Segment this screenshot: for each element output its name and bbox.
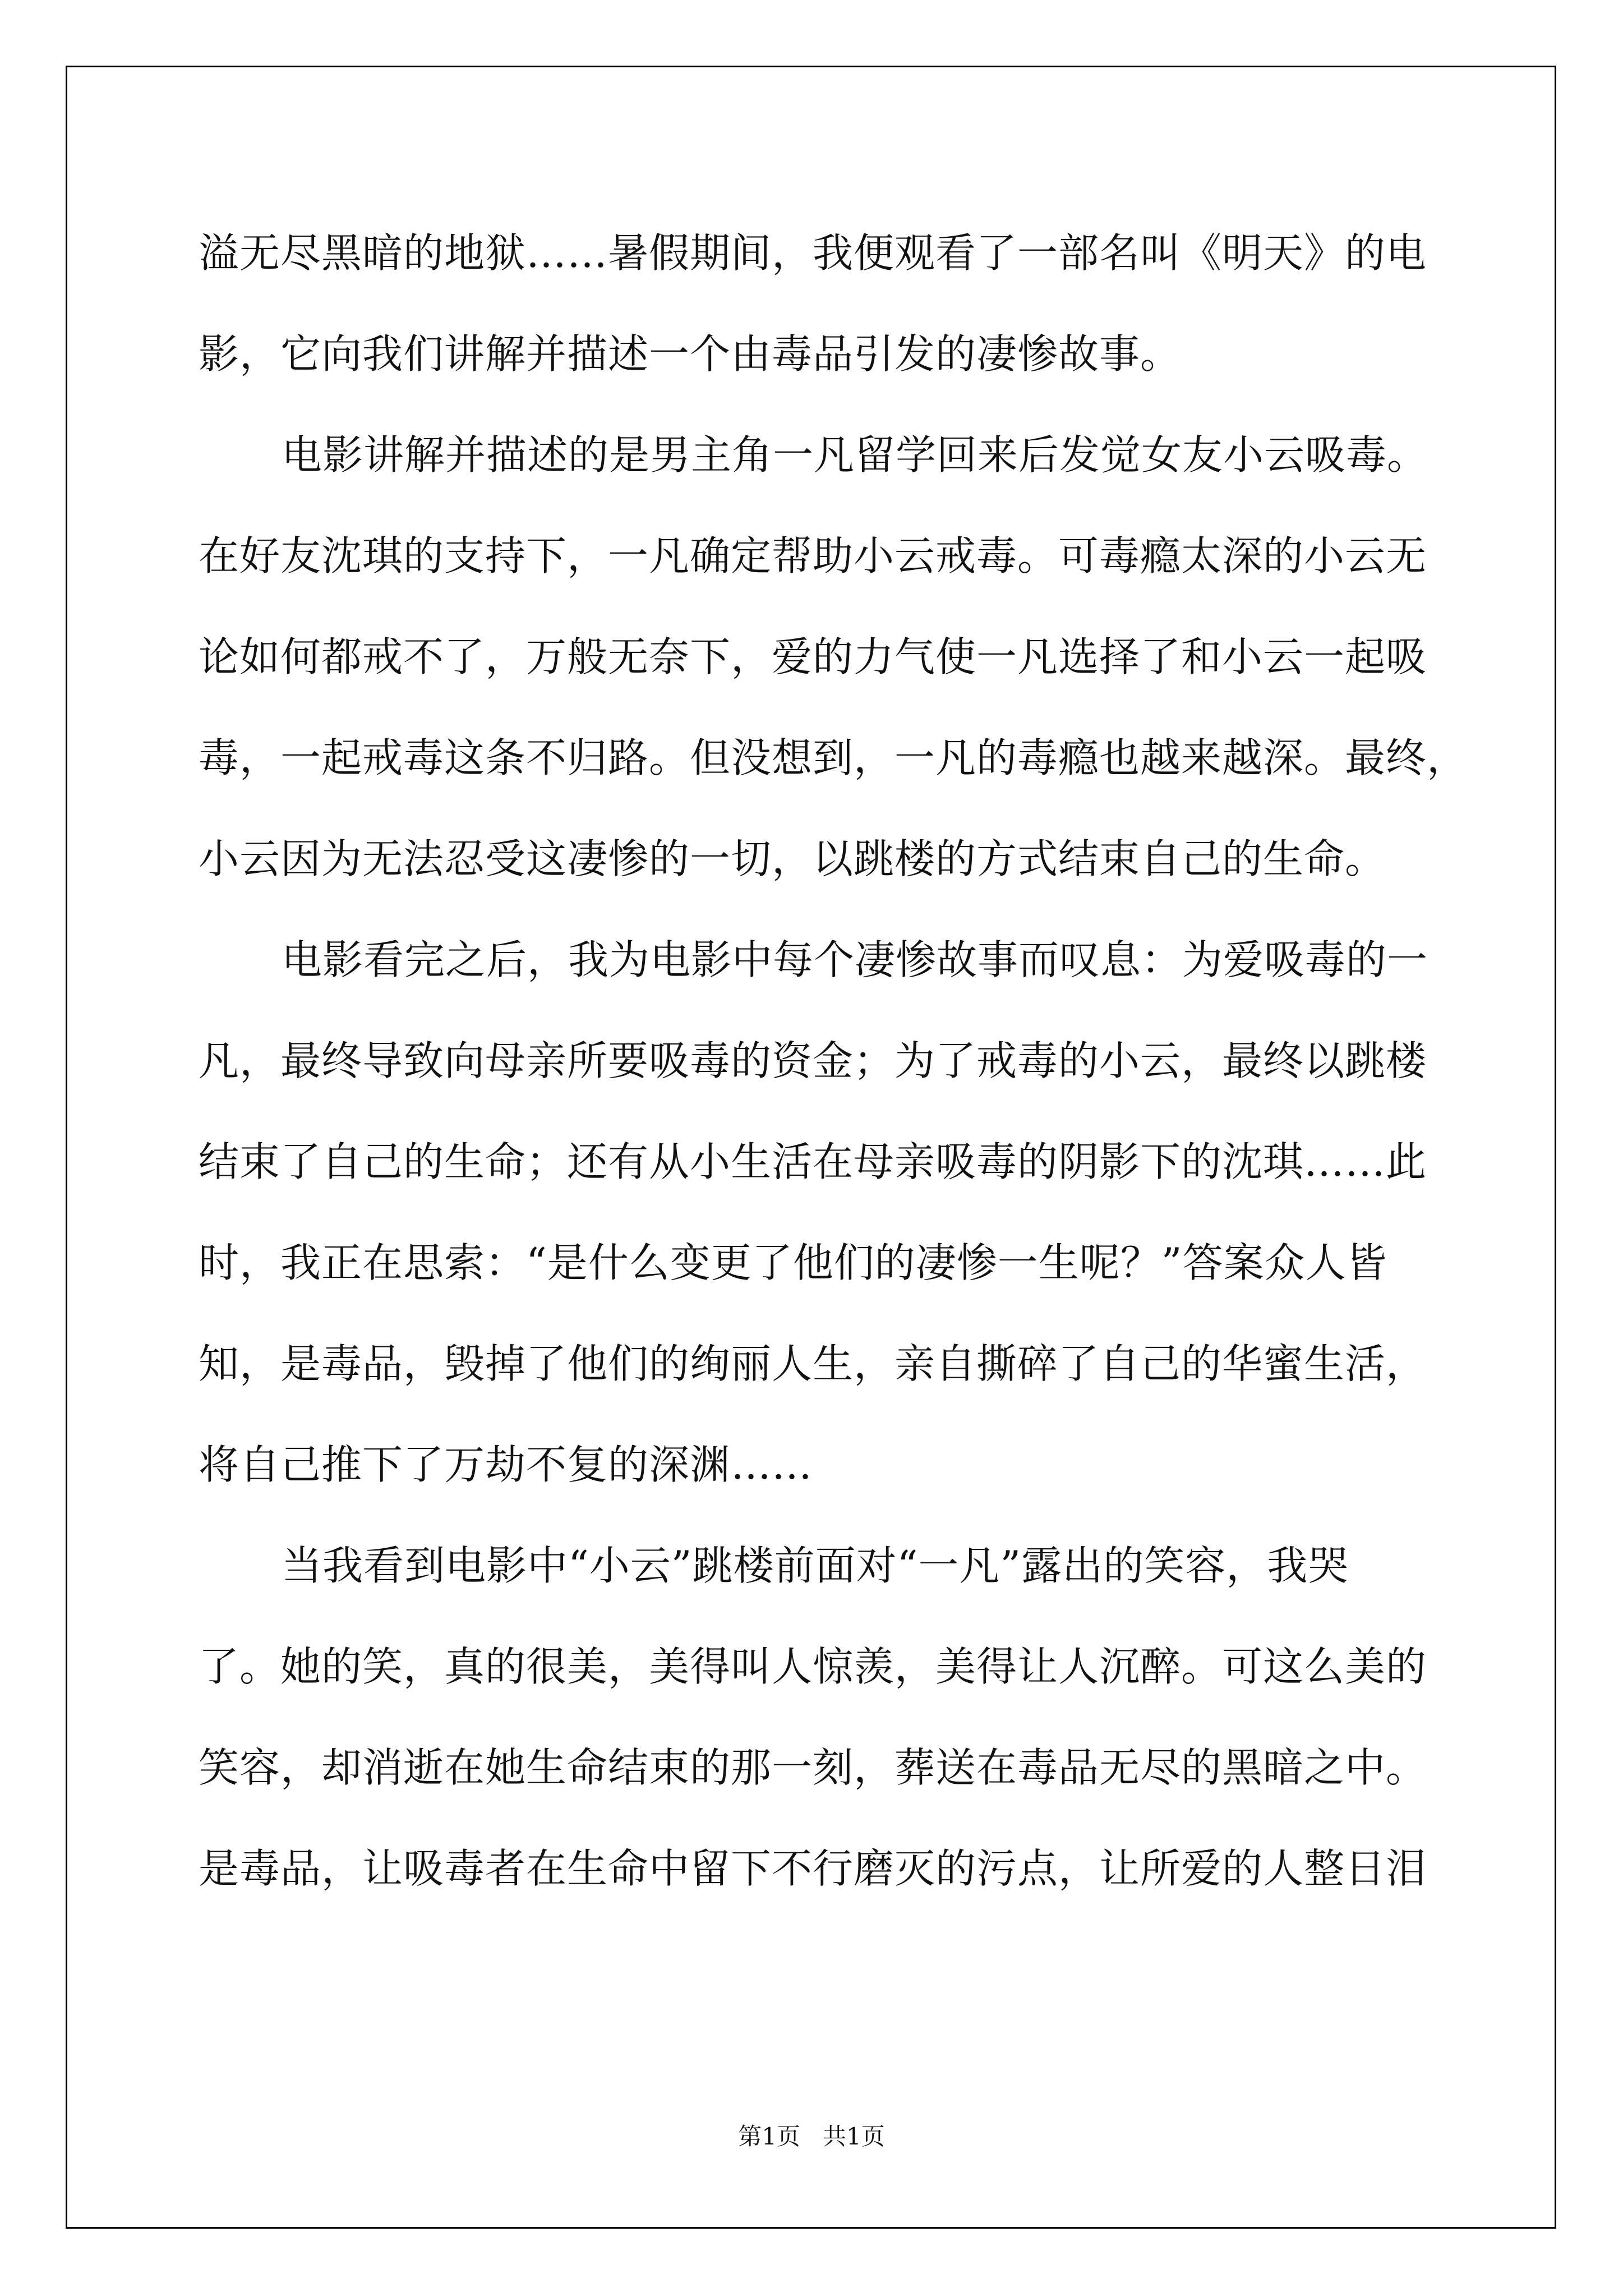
- text-line: 凡，最终导致向母亲所要吸毒的资金；为了戒毒的小云，最终以跳楼: [199, 1037, 1427, 1084]
- text-line: 了。她的笑，真的很美，美得叫人惊羡，美得让人沉醉。可这么美的: [199, 1643, 1427, 1690]
- text-line: 结束了自己的生命；还有从小生活在母亲吸毒的阴影下的沈琪……此: [199, 1138, 1427, 1185]
- text-line: 是毒品，让吸毒者在生命中留下不行磨灭的污点，让所爱的人整日泪: [199, 1845, 1427, 1892]
- text-line: 笑容，却消逝在她生命结束的那一刻，葬送在毒品无尽的黑暗之中。: [199, 1744, 1427, 1791]
- text-line: 知，是毒品，毁掉了他们的绚丽人生，亲自撕碎了自己的华蜜生活，: [199, 1340, 1427, 1387]
- text-line: 小云因为无法忍受这凄惨的一切，以跳楼的方式结束自己的生命。: [199, 835, 1386, 882]
- text-line: 影，它向我们讲解并描述一个由毒品引发的凄惨故事。: [199, 330, 1182, 378]
- page-number: 第1页 共1页: [738, 2123, 885, 2150]
- text-line: 论如何都戒不了，万般无奈下，爱的力气使一凡选择了和小云一起吸: [199, 633, 1427, 680]
- text-line: 电影看完之后，我为电影中每个凄惨故事而叹息：为爱吸毒的一: [282, 936, 1428, 983]
- text-line: 时，我正在思索：“是什么变更了他们的凄惨一生呢？”答案众人皆: [199, 1239, 1387, 1286]
- text-line: 将自己推下了万劫不复的深渊……: [199, 1441, 813, 1488]
- text-line: 电影讲解并描述的是男主角一凡留学回来后发觉女友小云吸毒。: [282, 431, 1428, 478]
- text-line: 当我看到电影中“小云”跳楼前面对“一凡”露出的笑容，我哭: [282, 1542, 1349, 1589]
- text-line: 毒，一起戒毒这条不归路。但没想到，一凡的毒瘾也越来越深。最终，: [199, 734, 1468, 781]
- text-line: 溢无尽黑暗的地狱……暑假期间，我便观看了一部名叫《明天》的电: [199, 229, 1427, 277]
- text-line: 在好友沈琪的支持下，一凡确定帮助小云戒毒。可毒瘾太深的小云无: [199, 532, 1427, 579]
